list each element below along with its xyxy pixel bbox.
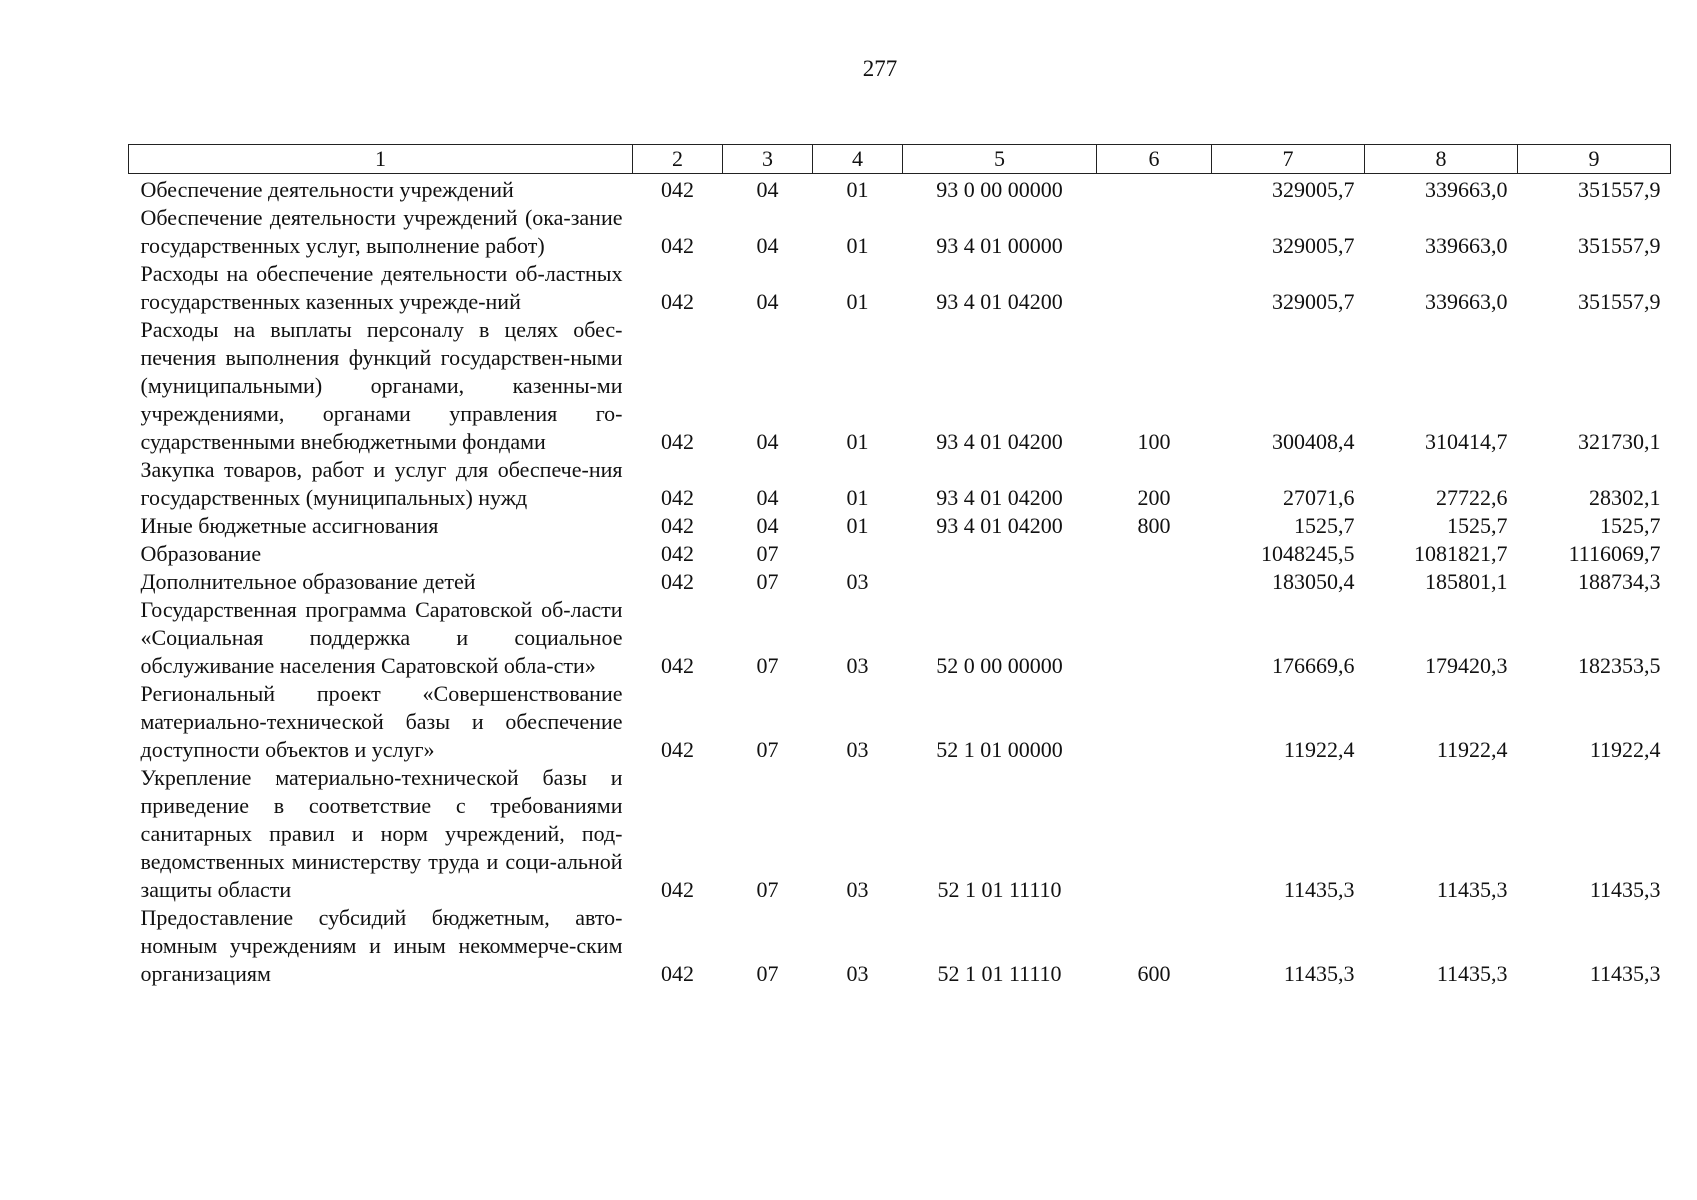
cell-col2: 042	[661, 653, 694, 678]
cell-col9: 1525,7	[1600, 513, 1661, 538]
row-name: Образование	[140, 541, 262, 566]
column-header: 8	[1365, 145, 1518, 174]
cell-col5: 52 1 01 00000	[936, 737, 1063, 762]
cell-col2: 042	[661, 569, 694, 594]
cell-col6	[1097, 260, 1212, 316]
cell-col9: 11435,3	[1589, 877, 1661, 902]
cell-col6: 100	[1137, 429, 1171, 454]
cell-col3: 07	[756, 653, 779, 678]
cell-col5	[903, 568, 1097, 596]
cell-col6	[1097, 174, 1212, 205]
cell-col8: 1525,7	[1447, 513, 1508, 538]
table-row	[129, 568, 1671, 596]
column-header: 9	[1518, 145, 1671, 174]
cell-col5: 93 4 01 04200	[936, 289, 1063, 314]
cell-col7: 1048245,5	[1261, 541, 1355, 566]
cell-col5: 93 4 01 04200	[936, 429, 1063, 454]
budget-table	[128, 144, 1671, 988]
table-row	[129, 204, 1671, 260]
row-name: Региональный проект «Совершенствование материально-технической базы и обеспечение доступности объектов и услуг»	[140, 681, 623, 762]
cell-col3: 04	[756, 513, 779, 538]
row-name: Закупка товаров, работ и услуг для обеспече-ния государственных (муниципальных) нужд	[140, 457, 623, 510]
table-row	[129, 540, 1671, 568]
cell-col9: 351557,9	[1578, 289, 1661, 314]
cell-col7: 11435,3	[1283, 961, 1355, 986]
cell-col9: 28302,1	[1589, 485, 1661, 510]
column-header: 3	[723, 145, 813, 174]
cell-col4: 01	[846, 485, 869, 510]
cell-col6	[1097, 764, 1212, 904]
column-header: 4	[813, 145, 903, 174]
table-row	[129, 764, 1671, 904]
table-body	[129, 174, 1671, 989]
row-name: Обеспечение деятельности учреждений	[140, 177, 514, 202]
cell-col4	[813, 540, 903, 568]
cell-col9: 188734,3	[1578, 569, 1661, 594]
cell-col6	[1097, 680, 1212, 764]
cell-col8: 27722,6	[1436, 485, 1508, 510]
row-name: Укрепление материально-технической базы и приведение в соответствие с требованиями санитарных правил и норм учреждений, под-ведомственных министерству труда и соци-альной защиты области	[140, 765, 623, 902]
cell-col3: 04	[756, 177, 779, 202]
cell-col8: 11435,3	[1436, 961, 1508, 986]
cell-col7: 300408,4	[1272, 429, 1355, 454]
cell-col9: 1116069,7	[1568, 541, 1661, 566]
page-number: 277	[862, 56, 898, 81]
cell-col7: 11922,4	[1283, 737, 1355, 762]
row-name: Расходы на выплаты персоналу в целях обес-печения выполнения функций государствен-ными (муниципальными) органами, казенны-ми учреждениями, органами управления го-сударственными внебюджетными фондами	[140, 317, 623, 454]
cell-col4: 03	[846, 569, 869, 594]
cell-col4: 01	[846, 429, 869, 454]
cell-col9: 11435,3	[1589, 961, 1661, 986]
row-name: Предоставление субсидий бюджетным, авто-номным учреждениям и иным некоммерче-ским организациям	[140, 905, 623, 986]
cell-col9: 182353,5	[1578, 653, 1661, 678]
cell-col4: 03	[846, 653, 869, 678]
cell-col2: 042	[661, 429, 694, 454]
cell-col5: 52 0 00 00000	[936, 653, 1063, 678]
cell-col7: 1525,7	[1294, 513, 1355, 538]
row-name: Государственная программа Саратовской об-ласти «Социальная поддержка и социальное обслуживание населения Саратовской обла-сти»	[140, 597, 623, 678]
cell-col8: 310414,7	[1425, 429, 1508, 454]
table-row	[129, 174, 1671, 205]
cell-col9: 11922,4	[1589, 737, 1661, 762]
cell-col4: 01	[846, 177, 869, 202]
cell-col6	[1097, 568, 1212, 596]
cell-col2: 042	[661, 485, 694, 510]
cell-col8: 339663,0	[1425, 177, 1508, 202]
cell-col2: 042	[661, 961, 694, 986]
column-header: 1	[129, 145, 633, 174]
cell-col7: 183050,4	[1272, 569, 1355, 594]
header-row	[129, 145, 1671, 174]
cell-col2: 042	[661, 289, 694, 314]
table-row	[129, 512, 1671, 540]
cell-col2: 042	[661, 177, 694, 202]
cell-col4: 01	[846, 233, 869, 258]
cell-col6	[1097, 204, 1212, 260]
cell-col9: 351557,9	[1578, 177, 1661, 202]
table-row	[129, 904, 1671, 988]
cell-col6	[1097, 596, 1212, 680]
table-row	[129, 456, 1671, 512]
cell-col5: 93 4 01 04200	[936, 485, 1063, 510]
cell-col8: 339663,0	[1425, 233, 1508, 258]
column-header: 7	[1212, 145, 1365, 174]
cell-col8: 185801,1	[1425, 569, 1508, 594]
cell-col8: 11435,3	[1436, 877, 1508, 902]
cell-col7: 27071,6	[1283, 485, 1355, 510]
column-header: 5	[903, 145, 1097, 174]
cell-col6: 200	[1137, 485, 1171, 510]
cell-col8: 179420,3	[1425, 653, 1508, 678]
cell-col3: 07	[756, 737, 779, 762]
row-name: Обеспечение деятельности учреждений (ока-зание государственных услуг, выполнение работ)	[140, 205, 623, 258]
cell-col3: 07	[756, 961, 779, 986]
column-header: 2	[633, 145, 723, 174]
cell-col7: 176669,6	[1272, 653, 1355, 678]
table-row	[129, 596, 1671, 680]
cell-col6: 800	[1137, 513, 1171, 538]
cell-col2: 042	[661, 541, 694, 566]
cell-col5: 93 4 01 00000	[936, 233, 1063, 258]
cell-col2: 042	[661, 737, 694, 762]
row-name: Дополнительное образование детей	[140, 569, 476, 594]
cell-col7: 11435,3	[1283, 877, 1355, 902]
cell-col2: 042	[661, 877, 694, 902]
cell-col4: 01	[846, 513, 869, 538]
cell-col5: 52 1 01 11110	[937, 877, 1062, 902]
cell-col9: 351557,9	[1578, 233, 1661, 258]
cell-col3: 04	[756, 233, 779, 258]
table-row	[129, 680, 1671, 764]
cell-col7: 329005,7	[1272, 289, 1355, 314]
cell-col7: 329005,7	[1272, 233, 1355, 258]
cell-col2: 042	[661, 233, 694, 258]
cell-col3: 07	[756, 569, 779, 594]
cell-col8: 339663,0	[1425, 289, 1508, 314]
cell-col5: 93 4 01 04200	[936, 513, 1063, 538]
cell-col6: 600	[1137, 961, 1171, 986]
cell-col3: 04	[756, 429, 779, 454]
table-row	[129, 316, 1671, 456]
cell-col3: 04	[756, 485, 779, 510]
cell-col5	[903, 540, 1097, 568]
cell-col2: 042	[661, 513, 694, 538]
cell-col3: 07	[756, 541, 779, 566]
column-header: 6	[1097, 145, 1212, 174]
cell-col9: 321730,1	[1578, 429, 1661, 454]
cell-col7: 329005,7	[1272, 177, 1355, 202]
cell-col4: 03	[846, 961, 869, 986]
table-row	[129, 260, 1671, 316]
cell-col5: 52 1 01 11110	[937, 961, 1062, 986]
row-name: Расходы на обеспечение деятельности об-ластных государственных казенных учрежде-ний	[140, 261, 623, 314]
cell-col8: 11922,4	[1436, 737, 1508, 762]
cell-col4: 03	[846, 877, 869, 902]
table-header	[129, 145, 1671, 174]
cell-col3: 04	[756, 289, 779, 314]
cell-col4: 01	[846, 289, 869, 314]
cell-col3: 07	[756, 877, 779, 902]
cell-col4: 03	[846, 737, 869, 762]
cell-col5: 93 0 00 00000	[936, 177, 1063, 202]
row-name: Иные бюджетные ассигнования	[140, 513, 439, 538]
cell-col6	[1097, 540, 1212, 568]
cell-col8: 1081821,7	[1414, 541, 1508, 566]
